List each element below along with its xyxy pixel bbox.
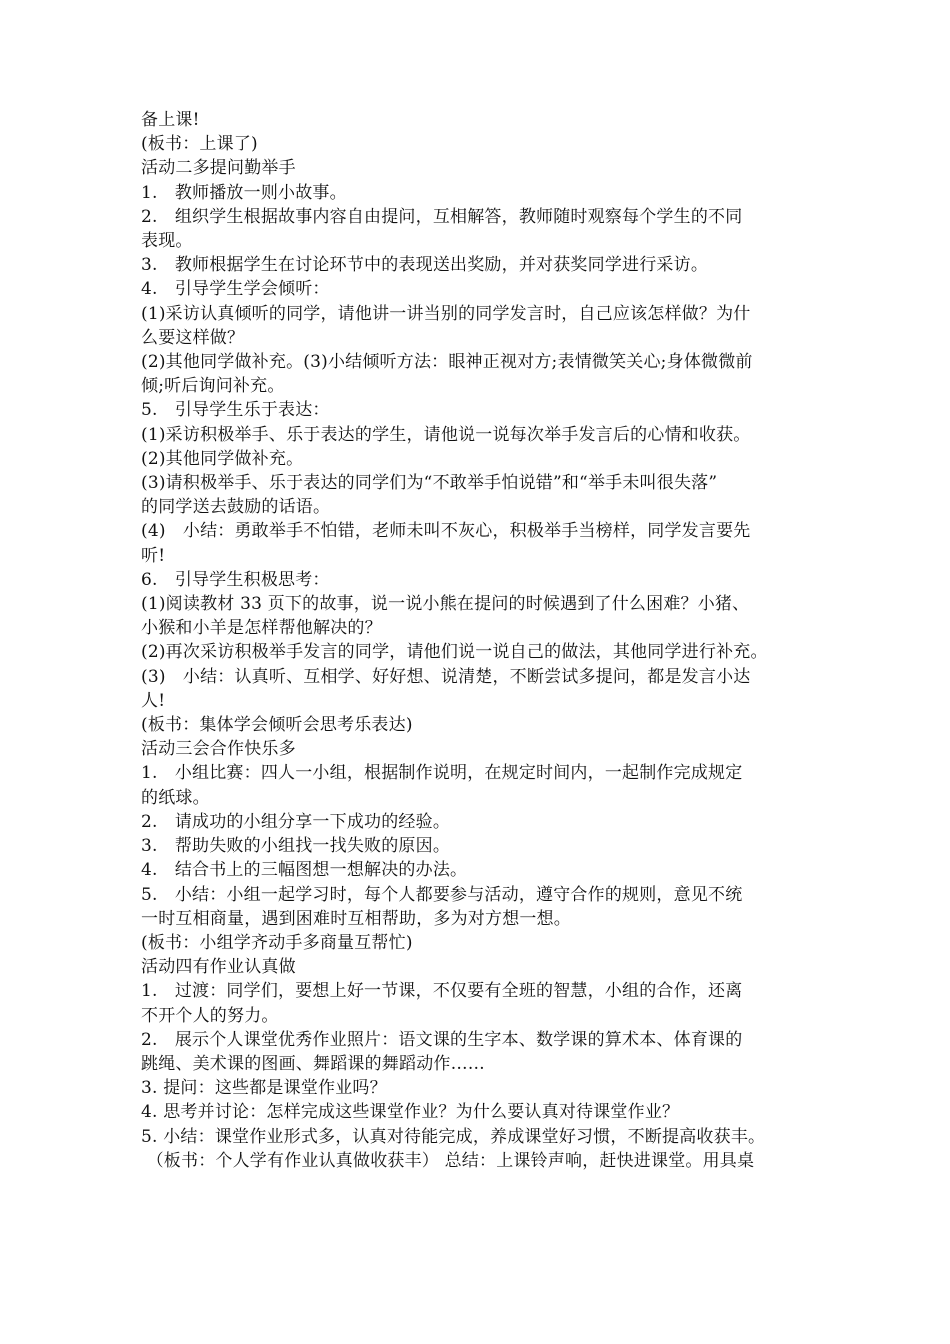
- text-line: (1)阅读教材 33 页下的故事，说一说小熊在提问的时候遇到了什么困难？小猪、: [141, 594, 750, 615]
- text-line: (3)请积极举手、乐于表达的同学们为“不敢举手怕说错”和“举手未叫很失落”: [141, 473, 718, 494]
- text-line: 听!: [141, 545, 166, 566]
- text-line: 2. 展示个人课堂优秀作业照片：语文课的生字本、数学课的算术本、体育课的: [141, 1029, 743, 1050]
- text-line: 1. 教师播放一则小故事。: [141, 182, 347, 203]
- text-line: (板书：集体学会倾听会思考乐表达): [141, 715, 413, 736]
- text-line: (1)采访认真倾听的同学，请他讲一讲当别的同学发言时，自己应该怎样做？为什: [141, 303, 751, 324]
- text-line: 3. 提问：这些都是课堂作业吗？: [141, 1078, 387, 1099]
- text-line: (2)再次采访积极举手发言的同学，请他们说一说自己的做法，其他同学进行补充。: [141, 642, 768, 663]
- text-line: 么要这样做？: [141, 327, 245, 348]
- text-line: 人!: [141, 690, 166, 711]
- text-line: 4. 引导学生学会倾听：: [141, 279, 330, 300]
- text-line: 活动二多提问勤举手: [141, 158, 296, 179]
- text-line: 跳绳、美术课的图画、舞蹈课的舞蹈动作……: [141, 1053, 485, 1074]
- text-line: 3. 教师根据学生在讨论环节中的表现送出奖励，并对获奖同学进行采访。: [141, 255, 709, 276]
- text-line: （板书：个人学有作业认真做收获丰） 总结：上课铃声响，赶快进课堂。用具桌: [141, 1150, 755, 1171]
- text-line: 2. 组织学生根据故事内容自由提问，互相解答，教师随时观察每个学生的不同: [141, 206, 743, 227]
- document-body: [141, 108, 821, 1173]
- text-line: 3. 帮助失败的小组找一找失败的原因。: [141, 836, 451, 857]
- text-line: (4) 小结：勇敢举手不怕错，老师未叫不灰心，积极举手当榜样，同学发言要先: [141, 521, 751, 542]
- text-line: 的纸球。: [141, 787, 210, 808]
- text-line: 的同学送去鼓励的话语。: [141, 497, 331, 518]
- text-line: 5. 小结：小组一起学习时，每个人都要参与活动，遵守合作的规则，意见不统: [141, 884, 743, 905]
- text-line: 4. 结合书上的三幅图想一想解决的办法。: [141, 860, 468, 881]
- text-line: 5. 小结：课堂作业形式多，认真对待能完成，养成课堂好习惯，不断提高收获丰。: [141, 1126, 766, 1147]
- text-line: 倾;听后询问补充。: [141, 376, 285, 397]
- text-line: (3) 小结：认真听、互相学、好好想、说清楚，不断尝试多提问，都是发言小达: [141, 666, 751, 687]
- text-line: 一时互相商量，遇到困难时互相帮助，多为对方想一想。: [141, 908, 571, 929]
- text-line: 活动三会合作快乐多: [141, 739, 296, 760]
- text-line: 活动四有作业认真做: [141, 957, 296, 978]
- text-line: 4. 思考并讨论：怎样完成这些课堂作业？为什么要认真对待课堂作业？: [141, 1102, 680, 1123]
- text-line: (板书：小组学齐动手多商量互帮忙): [141, 932, 413, 953]
- text-line: 1. 小组比赛：四人一小组，根据制作说明，在规定时间内，一起制作完成规定: [141, 763, 743, 784]
- text-line: (1)采访积极举手、乐于表达的学生，请他说一说每次举手发言后的心情和收获。: [141, 424, 751, 445]
- text-line: 不开个人的努力。: [141, 1005, 279, 1026]
- text-line: 小猴和小羊是怎样帮他解决的？: [141, 618, 382, 639]
- text-line: 1. 过渡：同学们，要想上好一节课，不仅要有全班的智慧，小组的合作，还离: [141, 981, 743, 1002]
- text-line: 6. 引导学生积极思考：: [141, 569, 330, 590]
- text-line: 5. 引导学生乐于表达：: [141, 400, 330, 421]
- text-line: (板书：上课了): [141, 134, 258, 155]
- text-line: (2)其他同学做补充。: [141, 448, 304, 469]
- text-line: 2. 请成功的小组分享一下成功的经验。: [141, 811, 451, 832]
- text-line: 表现。: [141, 231, 193, 252]
- text-line: (2)其他同学做补充。(3)小结倾听方法：眼神正视对方;表情微笑关心;身体微微前: [141, 352, 753, 373]
- text-line: 备上课!: [141, 110, 200, 130]
